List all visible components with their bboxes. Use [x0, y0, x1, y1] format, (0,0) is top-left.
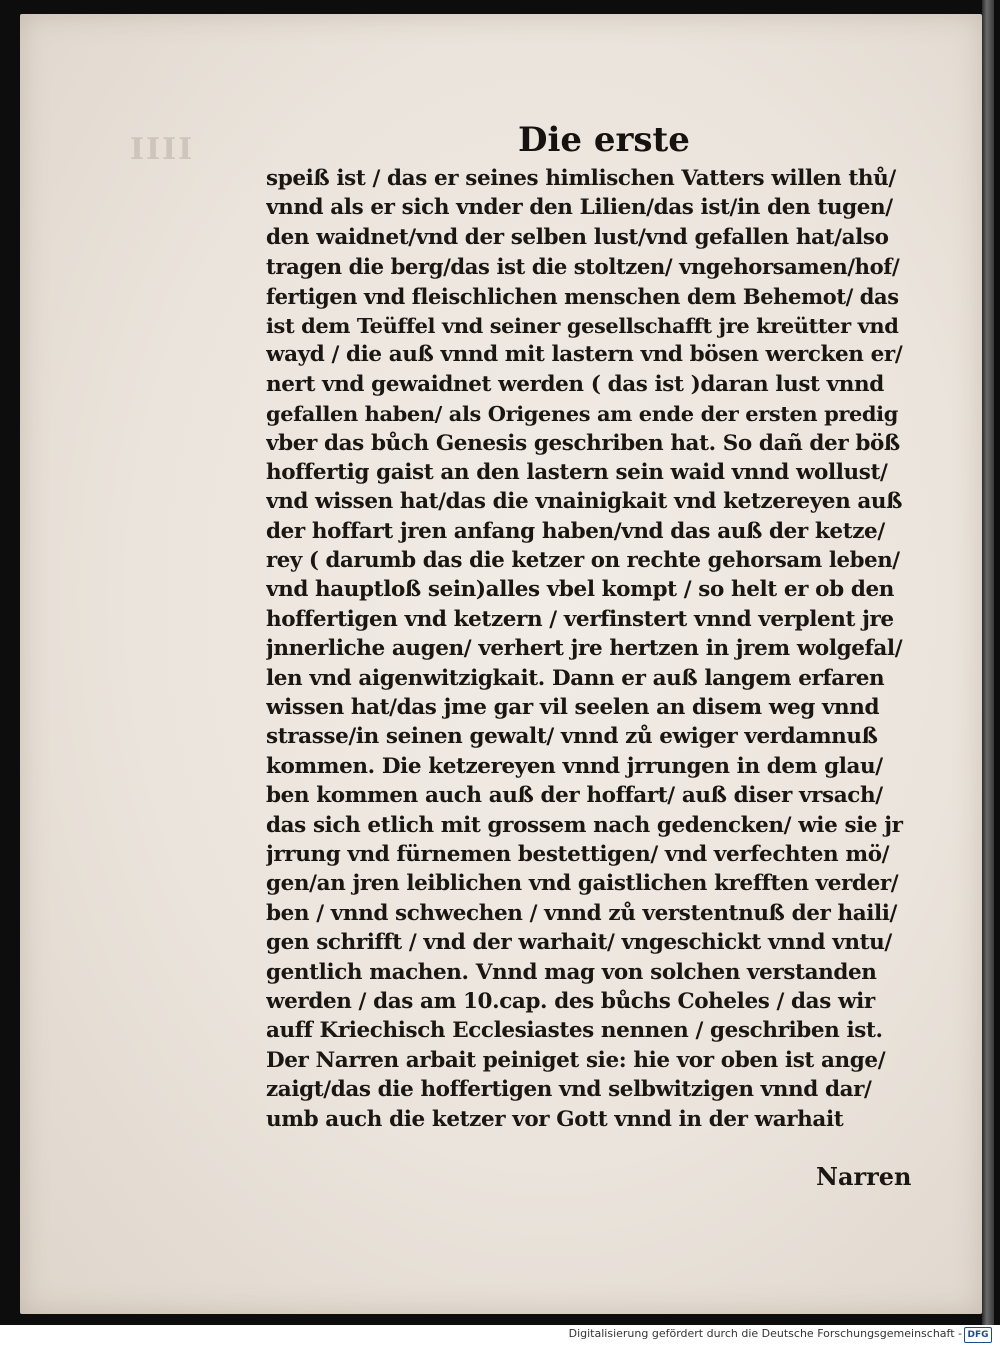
text-line: den waidnet/vnd der selben lust/vnd gefallen hat/also: [266, 224, 889, 250]
text-line: jnnerliche augen/ verhert jre hertzen in jrem wolgefal/: [266, 636, 903, 662]
text-line: werden / das am 10.cap. des bůchs Coheles / das wir: [266, 988, 875, 1014]
text-line: ben kommen auch auß der hoffart/ auß diser vrsach/: [266, 783, 883, 809]
text-line: vber das bůch Genesis geschriben hat. So dañ der böß: [266, 430, 900, 456]
text-line: ist dem Teüffel vnd seiner gesellschafft jre kreütter vnd: [266, 312, 899, 338]
text-line: jrrung vnd fürnemen bestettigen/ vnd verfechten mö/: [266, 841, 890, 867]
text-line: wayd / die auß vnnd mit lastern vnd bösen wercken er/: [266, 342, 903, 368]
book-page: [20, 14, 982, 1314]
text-line: gen schrifft / vnd der warhait/ vngeschickt vnnd vntu/: [266, 930, 892, 956]
book-edge: [982, 0, 994, 1325]
dfg-logo-icon: DFG: [964, 1327, 992, 1343]
text-line: kommen. Die ketzereyen vnnd jrrungen in dem glau/: [266, 753, 883, 779]
text-line: len vnd aigenwitzigkait. Dann er auß langem erfaren: [266, 665, 885, 691]
text-line: wissen hat/das jme gar vil seelen an disem weg vnnd: [266, 695, 880, 721]
text-line: vnd wissen hat/das die vnainigkait vnd ketzereyen auß: [266, 489, 903, 515]
text-line: das sich etlich mit grossem nach gedencken/ wie sie jr: [266, 812, 903, 838]
text-line: fertigen vnd fleischlichen menschen dem Behemot/ das: [266, 283, 899, 309]
text-line: Der Narren arbait peiniget sie: hie vor oben ist ange/: [266, 1047, 886, 1073]
body-text: [266, 164, 906, 1134]
text-line: ben / vnnd schwechen / vnnd zů verstentnuß der haili/: [266, 900, 898, 926]
text-line: speiß ist / das er seines himlischen Vatters willen thů/: [266, 166, 896, 191]
bleed-through-page-number: IIII: [130, 132, 195, 167]
text-line: gefallen haben/ als Origenes am ende der ersten predig: [266, 401, 898, 427]
text-line: nert vnd gewaidnet werden ( das ist )daran lust vnnd: [266, 371, 884, 397]
text-line: umb auch die ketzer vor Gott vnnd in der warhait: [266, 1106, 844, 1132]
text-line: vnnd als er sich vnder den Lilien/das ist/in den tugen/: [266, 195, 893, 221]
footer-bar: [0, 1325, 1000, 1345]
text-line: strasse/in seinen gewalt/ vnnd zů ewiger verdamnuß: [266, 724, 878, 750]
catchword: Narren: [816, 1162, 912, 1191]
text-line: der hoffart jren anfang haben/vnd das auß der ketze/: [266, 518, 885, 544]
running-head: Die erste: [518, 120, 690, 160]
text-line: tragen die berg/das ist die stoltzen/ vngehorsamen/hof/: [266, 254, 900, 280]
dfg-credit-text: Digitalisierung gefördert durch die Deutsche Forschungsgemeinschaft -: [568, 1327, 962, 1340]
text-line: auff Kriechisch Ecclesiastes nennen / geschriben ist.: [266, 1018, 883, 1044]
text-line: rey ( darumb das die ketzer on rechte gehorsam leben/: [266, 548, 900, 574]
text-line: gentlich machen. Vnnd mag von solchen verstanden: [266, 959, 877, 985]
text-line: zaigt/das die hoffertigen vnd selbwitzigen vnnd dar/: [266, 1077, 872, 1103]
text-line: vnd hauptloß sein)alles vbel kompt / so helt er ob den: [266, 577, 894, 603]
text-line: hoffertigen vnd ketzern / verfinstert vnnd verplent jre: [266, 606, 894, 632]
text-line: hoffertig gaist an den lastern sein waid vnnd wollust/: [266, 459, 888, 485]
text-line: gen/an jren leiblichen vnd gaistlichen krefften verder/: [266, 871, 899, 897]
